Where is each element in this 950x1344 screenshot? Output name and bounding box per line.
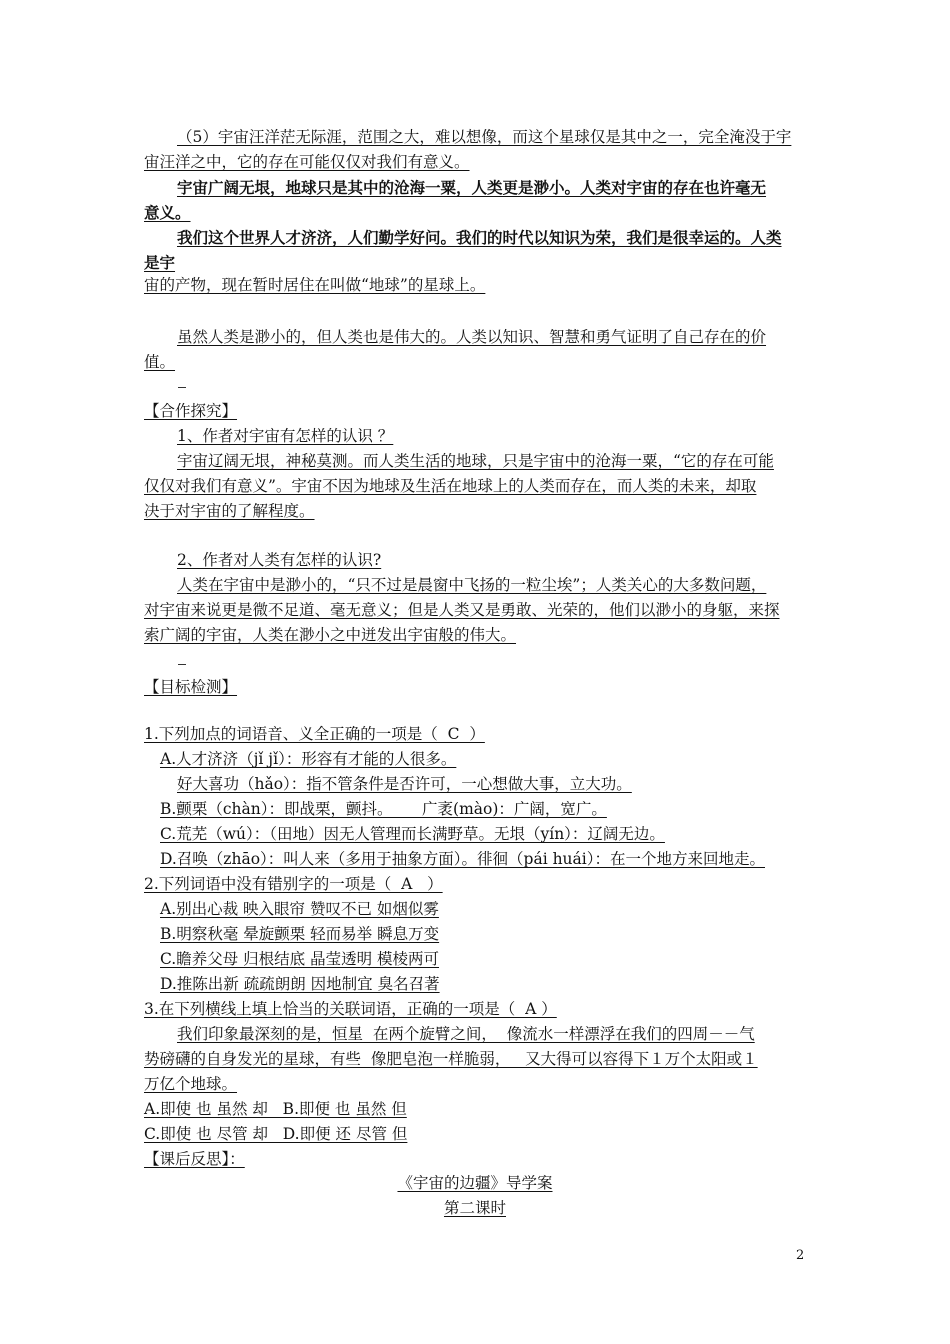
question: 1.下列加点的词语音、义全正确的一项是（ C ）	[144, 725, 485, 743]
text-line: 虽然人类是渺小的，但人类也是伟大的。人类以知识、智慧和勇气证明了自己存在的价	[177, 328, 767, 346]
text-line: 宙汪洋之中，它的存在可能仅仅对我们有意义。	[144, 153, 470, 171]
option: C.即使 也 尽管 却 D.即便 还 尽管 但	[144, 1125, 408, 1143]
option: B.颤栗（chàn）：即战栗，颤抖。 广袤(mào)：广阔，宽广。	[160, 800, 607, 818]
title-text: 《宇宙的边疆》导学案	[397, 1174, 553, 1192]
text-line: 值。	[144, 353, 176, 371]
bold-paragraph-1	[144, 175, 808, 225]
text-line: 我们这个世界人才济济，人们勤学好问。我们的时代以知识为荣，我们是很幸运的。人类	[177, 228, 782, 247]
option: 好大喜功（hǎo）：指不管条件是否许可，一心想做大事，立大功。	[177, 775, 632, 793]
paragraph-continuation	[144, 273, 808, 298]
option: A.人才济济（jǐ jǐ）：形容有才能的人很多。	[160, 750, 457, 768]
answer-line: 仅仅对我们有意义”。宇宙不因为地球及生活在地球上的人类而存在，而人类的未来，却取	[144, 477, 757, 495]
answer-line: 决于对宇宙的了解程度。	[144, 502, 315, 520]
cooperative-inquiry-section	[144, 399, 808, 524]
option: A.别出心裁 映入眼帘 赞叹不已 如烟似雾	[160, 900, 439, 918]
paragraph-greatness	[144, 325, 808, 375]
option: D.召唤（zhāo）：叫人来（多用于抽象方面）。徘徊（pái huái）：在一个地方来回地走。	[160, 850, 765, 868]
subtitle-text: 第二课时	[443, 1199, 506, 1217]
target-test-heading-block	[144, 675, 808, 700]
target-test-section	[144, 722, 808, 1172]
paragraph-5	[144, 125, 808, 175]
text-line: 宙的产物，现在暂时居住在叫做“地球”的星球上。	[144, 276, 486, 294]
underline-mark	[178, 664, 186, 665]
option: B.明察秋毫 晕旋颤栗 轻而易举 瞬息万变	[160, 925, 440, 943]
answer-line: 人类在宇宙中是渺小的，“只不过是晨窗中飞扬的一粒尘埃”；人类关心的大多数问题，	[177, 576, 767, 594]
question: 1、作者对宇宙有怎样的认识 ？	[177, 427, 394, 445]
text-line: 宇宙广阔无垠，地球只是其中的沧海一粟，人类更是渺小。人类对宇宙的存在也许毫无	[177, 178, 767, 197]
text-line: （5）宇宙汪洋茫无际涯，范围之大，难以想像，而这个星球仅是其中之一，完全淹没于宇	[177, 128, 792, 146]
option: D.推陈出新 疏疏朗朗 因地制宜 臭名召著	[160, 975, 440, 993]
section-heading: 【目标检测】	[144, 678, 238, 696]
question: 3.在下列横线上填上恰当的关联词语，正确的一项是（ A ）	[144, 1000, 557, 1018]
answer-line: 宇宙辽阔无垠，神秘莫测。而人类生活的地球，只是宇宙中的沧海一粟，“它的存在可能	[177, 452, 774, 470]
underline-mark	[178, 387, 186, 388]
text-line: 意义。	[144, 203, 191, 222]
question-body: 我们印象最深刻的是，恒星 在两个旋臂之间， 像流水一样漂浮在我们的四周－－气	[177, 1025, 755, 1043]
answer-line: 索广阔的宇宙，人类在渺小之中迸发出宇宙般的伟大。	[144, 626, 517, 644]
question: 2、作者对人类有怎样的认识?	[177, 551, 382, 569]
reflection-heading: 【课后反思】：	[144, 1150, 245, 1168]
option: C.瞻养父母 归根结底 晶莹透明 模棱两可	[160, 950, 440, 968]
text-line: 是宇	[144, 253, 176, 272]
answer-line: 对宇宙来说更是微不足道、毫无意义；但是人类又是勇敢、光荣的，他们以渺小的身躯，来探	[144, 601, 780, 619]
bold-paragraph-2	[144, 225, 808, 275]
section-heading: 【合作探究】	[144, 402, 238, 420]
document-title	[0, 1171, 950, 1196]
page-number: 2	[796, 1248, 805, 1263]
cooperative-inquiry-q2	[144, 548, 808, 648]
question: 2.下列词语中没有错别字的一项是（ A ）	[144, 875, 443, 893]
option: A.即使 也 虽然 却 B.即便 也 虽然 但	[144, 1100, 407, 1118]
question-body: 万亿个地球。	[144, 1075, 238, 1093]
option: C.荒芜（wú）：（田地）因无人管理而长满野草。无垠（yín）：辽阔无边。	[160, 825, 665, 843]
document-subtitle	[0, 1196, 950, 1221]
question-body: 势磅礴的自身发光的星球，有些 像肥皂泡一样脆弱， 又大得可以容得下１万个太阳或１	[144, 1050, 758, 1068]
